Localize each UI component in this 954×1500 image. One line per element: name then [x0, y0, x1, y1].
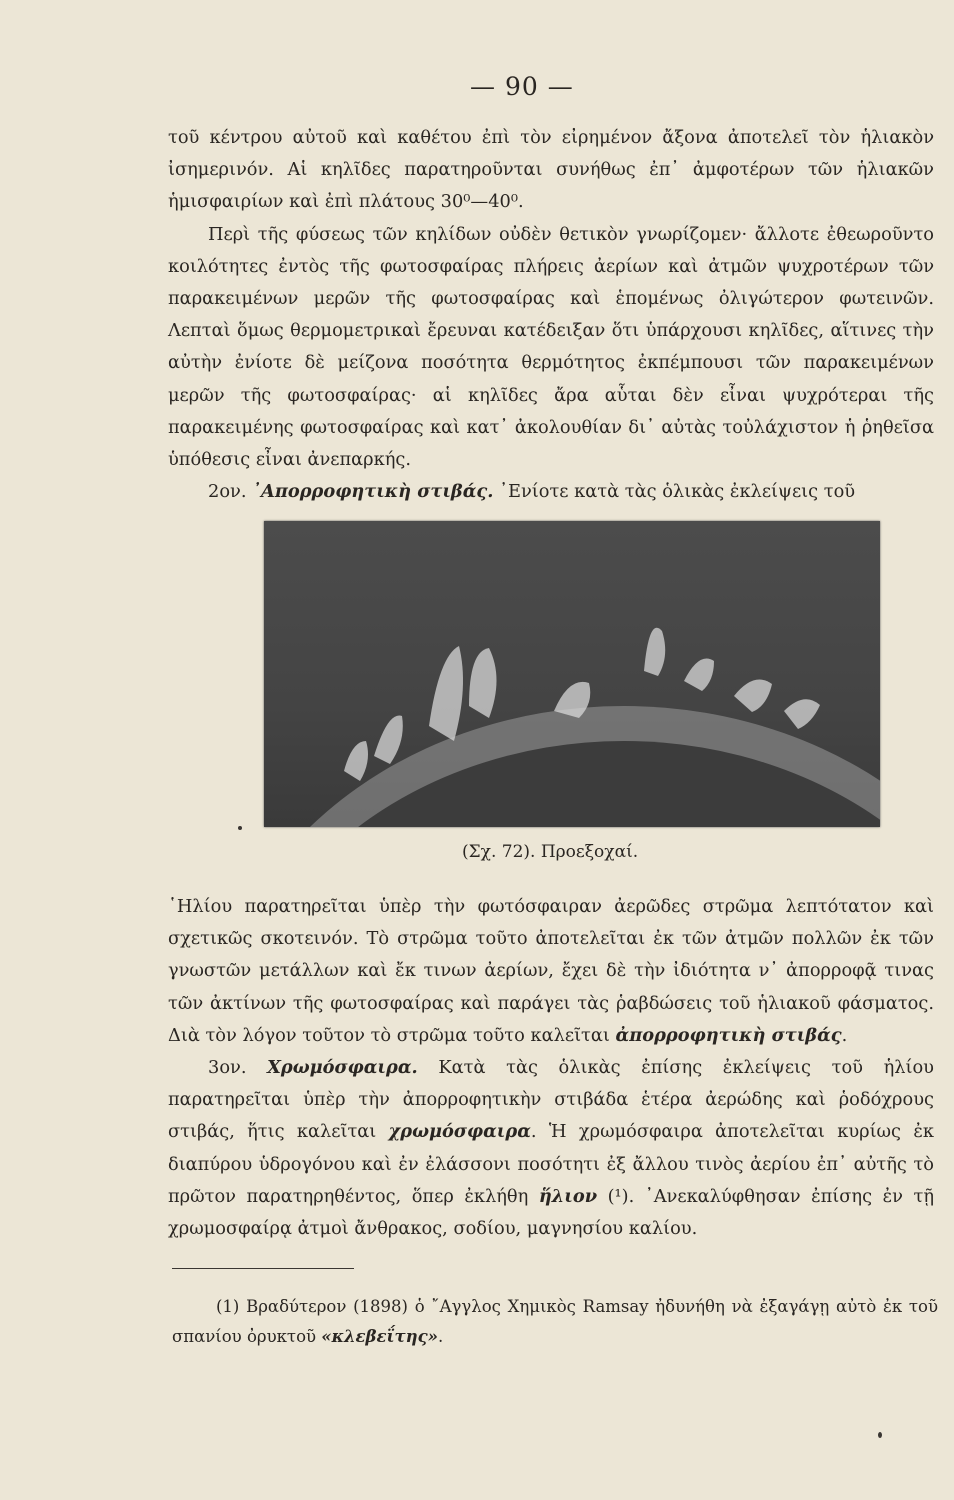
paper-speck — [878, 1432, 882, 1438]
term-emphasis: χρωμόσφαιρα — [388, 1121, 531, 1143]
paragraph-text: Κατὰ τὰς ὁλικὰς ἐπίσης ἐκλείψεις τοῦ ἡλίου παρατηρεῖται ὑπὲρ τὴν ἀπορροφητικὴν στιβάδα ἑτέρα ἀερώδης καὶ ῥοδόχρους στιβάς, ἥτις καλεῖται — [168, 1057, 934, 1143]
paragraph-text: . Ἡ χρωμόσφαιρα ἀποτελεῖται κυρίως ἐκ διαπύρου ὑδρογόνου καὶ ἐν ἐλάσσονι ποσότητι ἐξ ἄλλου τινὸς ἀερίου ἐπ᾿ αὐτῆς τὸ πρῶτον παρατηρηθέντος, ὅπερ ἐκλήθη — [168, 1121, 934, 1207]
figure-caption: (Σχ. 72). Προεξοχαί. — [462, 842, 639, 862]
page-number: — 90 — — [470, 72, 574, 101]
text-block-top — [168, 122, 934, 508]
paragraph-text: (¹). ᾿Ανεκαλύφθησαν ἐπίσης ἐν τῇ χρωμοσφαίρᾳ ἀτμοὶ ἄνθρακος, σοδίου, μαγνησίου καλίου. — [168, 1185, 934, 1240]
figure-solar-prominences-photo — [264, 521, 880, 827]
paragraph-text: ᾿Ενίοτε κατὰ τὰς ὁλικὰς ἐκλείψεις τοῦ — [493, 481, 856, 503]
paragraph: Περὶ τῆς φύσεως τῶν κηλίδων οὐδὲν θετικὸν γνωρίζομεν· ἄλλοτε ἐθεωροῦντο κοιλότητες ἐντὸς τῆς φωτοσφαίρας πλήρεις ἀερίων καὶ ἀτμῶν ψυχροτέρων τῶν παρακειμένων μερῶν τῆς φωτοσφαίρας καὶ ἑπομένως ὀλιγώτερον φωτεινῶν. Λεπταὶ ὅμως θερμομετρικαὶ ἔρευναι κατέδειξαν ὅτι ὑπάρχουσι κηλῖδες, αἵτινες τὴν αὐτὴν ἐνίοτε δὲ μείζονα ποσότητα θερμότητος ἐκπέμπουσι τῶν παρακειμένων μερῶν τῆς φωτοσφαίρας· αἱ κηλῖδες ἄρα αὗται δὲν εἶναι ψυχρότεραι τῆς παρακειμένης φωτοσφαίρας καὶ κατ᾿ ἀκολουθίαν δι᾿ αὐτὰς τοὐλάχιστον ἡ ῥηθεῖσα ὑπόθεσις εἶναι ἀνεπαρκής. — [168, 223, 934, 471]
term-emphasis: ἀπορροφητικὴ στιβάς — [615, 1024, 842, 1046]
section-number: 3ον. — [208, 1057, 268, 1079]
paragraph: τοῦ κέντρου αὐτοῦ καὶ καθέτου ἐπὶ τὸν εἰρημένον ἄξονα ἀποτελεῖ τὸν ἡλιακὸν ἰσημερινόν. Αἱ κηλῖδες παρατηροῦνται συνήθως ἐπ᾿ ἀμφοτέρων τῶν ἡλιακῶν ἡμισφαιρίων καὶ ἐπὶ πλάτους 30⁰—40⁰. — [168, 127, 934, 213]
footnote-body: (1) Βραδύτερον (1898) ὁ ῎Αγγλος Χημικὸς Ramsay ἠδυνήθη νὰ ἐξαγάγῃ αὐτὸ ἐκ τοῦ σπανίου ὀρυκτοῦ — [172, 1297, 938, 1346]
section-heading-paragraph — [168, 476, 934, 508]
footnote-divider — [172, 1268, 354, 1269]
text-block-bottom — [168, 891, 934, 1245]
paragraph — [168, 891, 934, 1052]
section-heading-paragraph — [168, 1052, 934, 1245]
section-title: Χρωμόσφαιρα. — [267, 1057, 418, 1079]
paper-speck — [238, 826, 242, 830]
term-emphasis: «κλεβεΐτης» — [321, 1327, 438, 1346]
paragraph-text: ῾Ηλίου παρατηρεῖται ὑπὲρ τὴν φωτόσφαιραν ἀερῶδες στρῶμα λεπτότατον καὶ σχετικῶς σκοτεινόν. Τὸ στρῶμα τοῦτο ἀποτελεῖται ἐκ τῶν ἀτμῶν πολλῶν ἐκ τῶν γνωστῶν μετάλλων καὶ ἔκ τινων ἀερίων, ἔχει δὲ τὴν ἰδιότητα ν᾿ ἀπορροφᾷ τινας τῶν ἀκτίνων τῆς φωτοσφαίρας καὶ παράγει τὰς ῥαβδώσεις τοῦ ἡλιακοῦ φάσματος. Διὰ τὸν λόγον τοῦτον τὸ στρῶμα τοῦτο καλεῖται — [168, 896, 934, 1046]
term-emphasis: ἥλιον — [538, 1185, 598, 1207]
section-number: 2ον. — [208, 481, 253, 503]
footnote-end: . — [438, 1327, 444, 1346]
footnote-text — [172, 1292, 938, 1352]
paragraph-text: . — [841, 1024, 848, 1046]
footnote — [172, 1292, 938, 1352]
section-title: ᾿Απορροφητικὴ στιβάς. — [252, 481, 494, 503]
solar-limb-illustration — [264, 521, 880, 827]
